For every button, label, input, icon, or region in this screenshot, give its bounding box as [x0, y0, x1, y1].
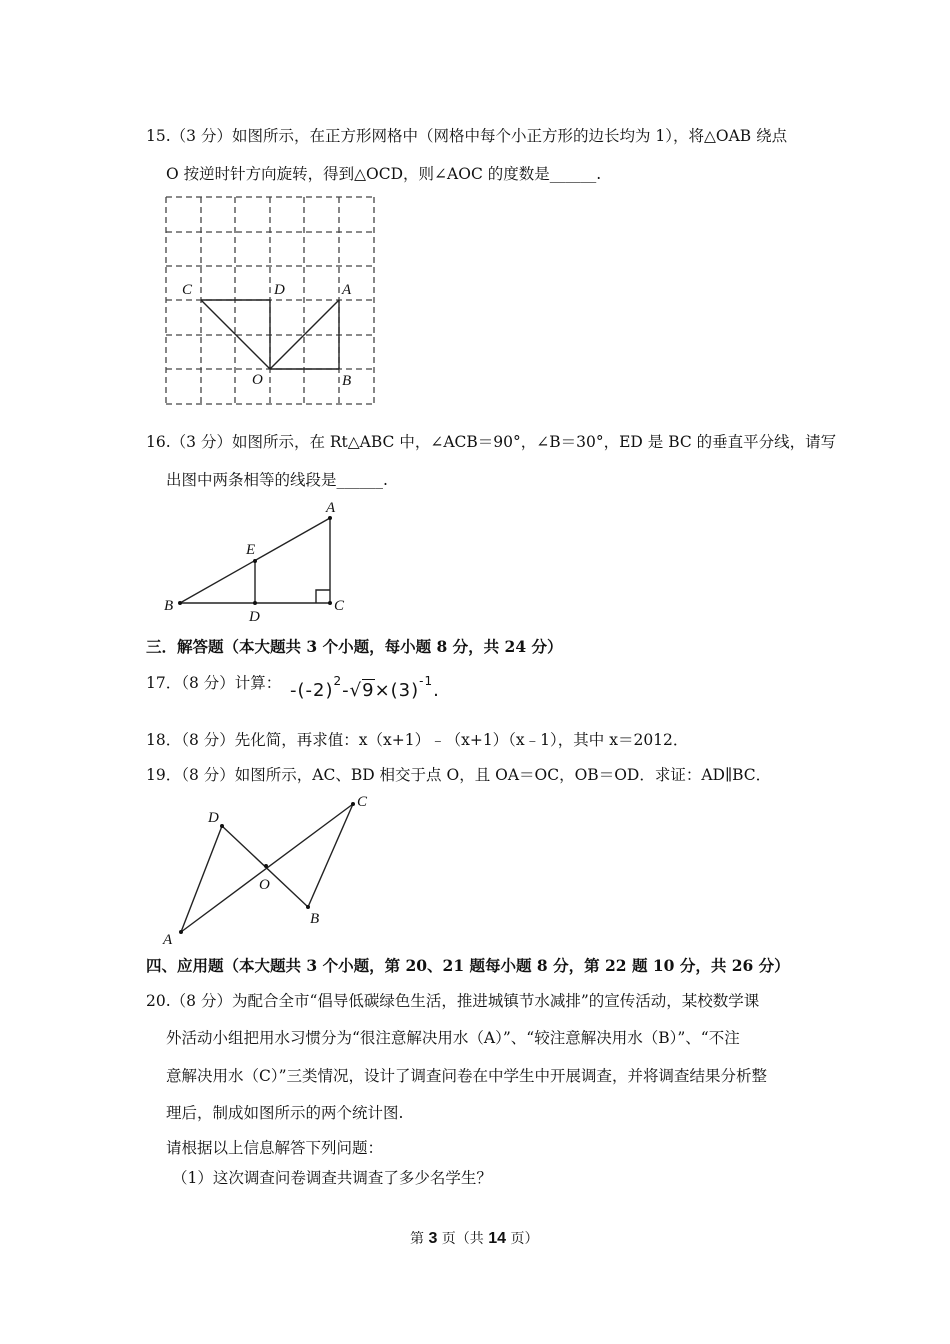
expr-exponent-2: -1 [419, 674, 434, 688]
footer-page-number: 3 [428, 1230, 438, 1247]
q20-line6: （1）这次调查问卷调查共调查了多少名学生？ [172, 1169, 492, 1187]
point-label-o: O [259, 877, 270, 893]
point-label-b: B [310, 911, 320, 927]
q15-line1: 15.（3 分）如图所示，在正方形网格中（网格中每个小正方形的边长均为 1），将△OAB 绕点 [146, 127, 788, 145]
expr-part-a: -(-2) [290, 680, 334, 701]
q20-line5: 请根据以上信息解答下列问题： [166, 1139, 384, 1157]
expr-part-b: - [342, 680, 350, 701]
point-label-a: A [326, 500, 336, 516]
expr-part-d: . [433, 680, 440, 701]
expr-sqrt-radicand: 9 [362, 680, 375, 701]
point-label-c: C [334, 598, 345, 614]
point-label-d: D [208, 810, 219, 826]
q16-line1: 16.（3 分）如图所示，在 Rt△ABC 中，∠ACB＝90°，∠B＝30°，ED 是 BC 的垂直平分线，请写 [146, 433, 837, 451]
point-label-e: E [246, 542, 256, 558]
q20-line3: 意解决用水（C）”三类情况，设计了调查问卷在中学生中开展调查，并将调查结果分析整 [166, 1067, 768, 1085]
point-label-a: A [342, 282, 352, 298]
footer-prefix: 第 [410, 1231, 429, 1247]
point-label-d: D [249, 609, 260, 625]
point-label-c: C [182, 282, 193, 298]
expr-exponent-1: 2 [333, 674, 343, 688]
point-label-d: D [274, 282, 285, 298]
section4-heading: 四、应用题（本大题共 3 个小题，第 20、21 题每小题 8 分，第 22 题 10 分，共 26 分） [146, 956, 790, 975]
q16-line2: 出图中两条相等的线段是______. [166, 471, 388, 489]
footer-total-pages: 14 [488, 1230, 507, 1247]
q17-text: 17．（8 分）计算： [146, 674, 282, 692]
point-label-o: O [252, 372, 263, 388]
q20-line1: 20.（8 分）为配合全市“倡导低碳绿色生活，推进城镇节水减排”的宣传活动，某校数学课 [146, 992, 760, 1010]
point-label-c: C [357, 794, 368, 810]
q18-text: 18．（8 分）先化简，再求值：x（x+1）﹣（x+1）（x﹣1），其中 x＝2012． [146, 731, 689, 749]
expr-part-c: ×(3) [374, 680, 420, 701]
section3-heading: 三．解答题（本大题共 3 个小题，每小题 8 分，共 24 分） [146, 637, 563, 656]
footer-suffix: 页） [506, 1231, 539, 1247]
q20-line4: 理后，制成如图所示的两个统计图. [166, 1104, 404, 1122]
point-label-a: A [163, 932, 173, 948]
q15-line2: O 按逆时针方向旋转，得到△OCD，则∠AOC 的度数是______. [166, 165, 602, 183]
sqrt-icon: √ [349, 680, 363, 701]
q19-text: 19．（8 分）如图所示，AC、BD 相交于点 O，且 OA＝OC，OB＝OD．求证：AD∥BC． [146, 766, 772, 784]
q20-line2: 外活动小组把用水习惯分为“很注意解决用水（A）”、“较注意解决用水（B）”、“不注 [166, 1029, 740, 1047]
page-footer [410, 1229, 539, 1249]
footer-middle: 页（共 [437, 1231, 489, 1247]
point-label-b: B [342, 373, 352, 389]
point-label-b: B [164, 598, 174, 614]
